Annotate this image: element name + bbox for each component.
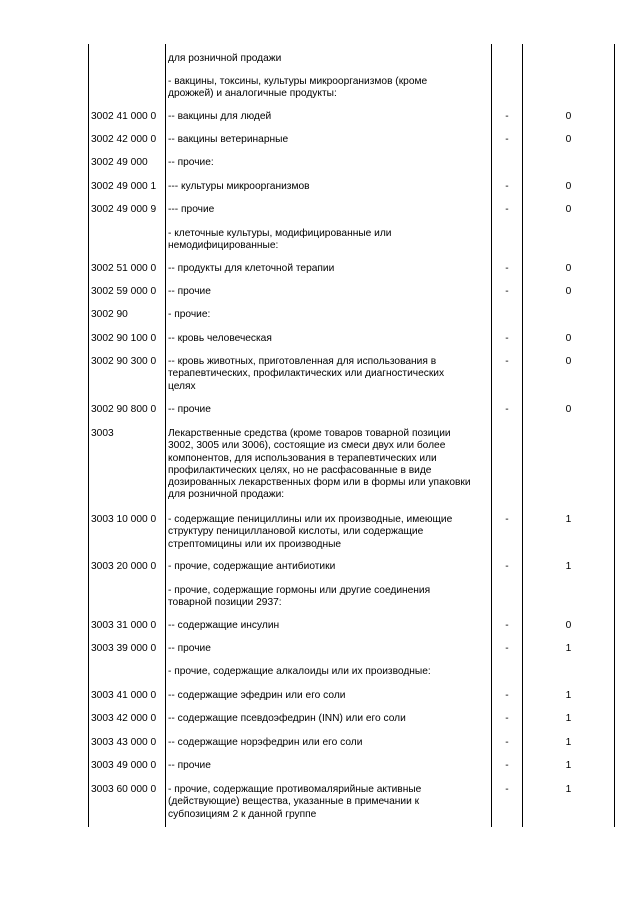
row-rate: 1	[565, 737, 572, 748]
row-unit: -	[505, 561, 509, 572]
column-divider	[165, 44, 166, 827]
row-description: - прочие, содержащие алкалоиды или их производные:	[168, 666, 431, 677]
row-rate: 1	[565, 784, 572, 795]
row-code: 3002 90 800 0	[91, 404, 157, 415]
row-code: 3002 41 000 0	[91, 111, 157, 122]
row-rate: 0	[565, 134, 572, 145]
row-code: 3003 39 000 0	[91, 643, 157, 654]
row-description: --- прочие	[168, 204, 215, 215]
row-rate: 0	[565, 204, 572, 215]
row-rate: 0	[565, 286, 572, 297]
row-unit: -	[505, 263, 509, 274]
row-unit: -	[505, 737, 509, 748]
row-description: -- вакцины ветеринарные	[168, 134, 289, 145]
row-code: 3002 90	[91, 309, 128, 320]
row-description: - прочие, содержащие антибиотики	[168, 561, 336, 572]
column-divider	[88, 44, 89, 827]
row-unit: -	[505, 204, 509, 215]
row-description: -- содержащие норэфедрин или его соли	[168, 737, 363, 748]
row-rate: 0	[565, 333, 572, 344]
row-code: 3002 42 000 0	[91, 134, 157, 145]
row-description: - прочие, содержащие гормоны или другие соединения товарной позиции 2937:	[168, 585, 431, 609]
row-rate: 1	[565, 690, 572, 701]
row-code: 3003 49 000 0	[91, 760, 157, 771]
row-rate: 1	[565, 760, 572, 771]
row-description: -- прочие:	[168, 157, 214, 168]
row-code: 3003 43 000 0	[91, 737, 157, 748]
row-description: - клеточные культуры, модифицированные или немодифицированные:	[168, 228, 392, 252]
row-description: - прочие, содержащие противомалярийные активные (действующие) вещества, указанные в примечании к субпозициям 2 к данной группе	[168, 784, 422, 820]
row-unit: -	[505, 643, 509, 654]
row-unit: -	[505, 134, 509, 145]
tariff-table	[88, 44, 615, 827]
row-description: - прочие:	[168, 309, 211, 320]
row-code: 3002 59 000 0	[91, 286, 157, 297]
row-code: 3003 41 000 0	[91, 690, 157, 701]
row-description: -- кровь человеческая	[168, 333, 272, 344]
row-description: -- прочие	[168, 760, 211, 771]
row-code: 3003 10 000 0	[91, 514, 157, 525]
row-unit: -	[505, 111, 509, 122]
row-rate: 0	[565, 111, 572, 122]
row-code: 3002 90 100 0	[91, 333, 157, 344]
row-rate: 1	[565, 643, 572, 654]
row-description: -- содержащие эфедрин или его соли	[168, 690, 346, 701]
row-code: 3003 31 000 0	[91, 620, 157, 631]
row-unit: -	[505, 713, 509, 724]
row-code: 3002 49 000 9	[91, 204, 157, 215]
row-code: 3002 49 000	[91, 157, 148, 168]
row-description: --- культуры микроорганизмов	[168, 181, 310, 192]
row-rate: 0	[565, 404, 572, 415]
row-description: -- прочие	[168, 404, 211, 415]
row-description: -- прочие	[168, 286, 211, 297]
row-description: Лекарственные средства (кроме товаров товарной позиции 3002, 3005 или 3006), состоящие из смеси двух или более компонентов, для использования в терапевтических или профилактических целях, но не расфасованные в виде дозированных лекарственных форм или в формы или упаковки для розничной продажи:	[168, 428, 471, 501]
row-unit: -	[505, 356, 509, 367]
row-description: -- кровь животных, приготовленная для использования в терапевтических, профилактических или диагностических целях	[168, 356, 445, 392]
row-description: - вакцины, токсины, культуры микроорганизмов (кроме дрожжей) и аналогичные продукты:	[168, 76, 428, 100]
row-unit: -	[505, 181, 509, 192]
row-code: 3003 60 000 0	[91, 784, 157, 795]
row-unit: -	[505, 333, 509, 344]
row-unit: -	[505, 514, 509, 525]
row-code: 3003	[91, 428, 114, 439]
row-rate: 0	[565, 181, 572, 192]
row-code: 3002 49 000 1	[91, 181, 157, 192]
row-unit: -	[505, 404, 509, 415]
row-description: -- содержащие псевдоэфедрин (INN) или его соли	[168, 713, 406, 724]
row-rate: 0	[565, 356, 572, 367]
row-description: -- содержащие инсулин	[168, 620, 280, 631]
row-description: для розничной продажи	[168, 53, 282, 64]
row-code: 3002 90 300 0	[91, 356, 157, 367]
row-rate: 0	[565, 620, 572, 631]
row-unit: -	[505, 760, 509, 771]
row-unit: -	[505, 286, 509, 297]
row-code: 3003 20 000 0	[91, 561, 157, 572]
column-divider	[491, 44, 492, 827]
row-rate: 1	[565, 713, 572, 724]
row-rate: 0	[565, 263, 572, 274]
column-divider	[522, 44, 523, 827]
row-code: 3002 51 000 0	[91, 263, 157, 274]
row-unit: -	[505, 784, 509, 795]
column-divider	[614, 44, 615, 827]
row-rate: 1	[565, 514, 572, 525]
row-unit: -	[505, 690, 509, 701]
row-description: -- прочие	[168, 643, 211, 654]
row-description: -- вакцины для людей	[168, 111, 272, 122]
row-description: -- продукты для клеточной терапии	[168, 263, 335, 274]
row-description: - содержащие пенициллины или их производные, имеющие структуру пенициллановой кислоты, или содержащие стрептомицины или их производные	[168, 514, 453, 550]
row-code: 3003 42 000 0	[91, 713, 157, 724]
row-unit: -	[505, 620, 509, 631]
row-rate: 1	[565, 561, 572, 572]
